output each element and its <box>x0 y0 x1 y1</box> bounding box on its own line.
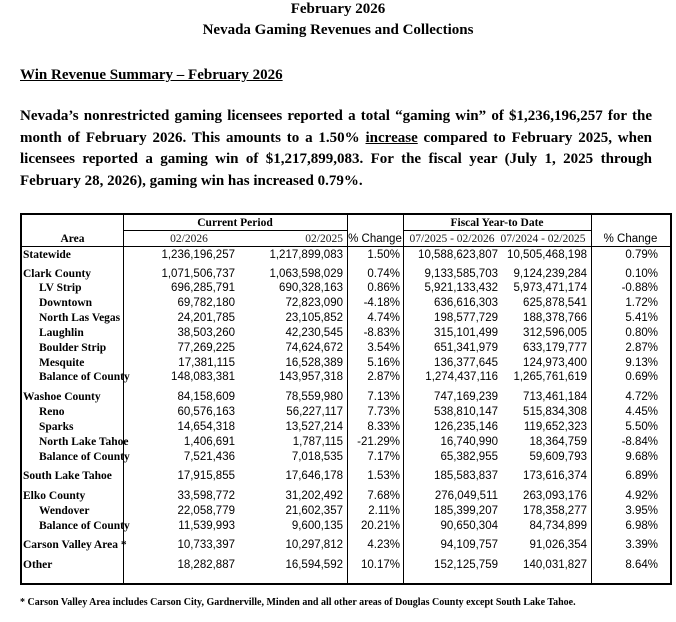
cell-fy-pct-change: 6.89% <box>625 470 658 482</box>
cell-area: Sparks <box>39 421 74 433</box>
cell-fy-prior: 1,265,761,619 <box>513 371 587 383</box>
cell-fy-pct-change: 0.80% <box>625 327 658 339</box>
cell-current-month: 24,201,785 <box>177 312 235 324</box>
cell-fy-pct-change: -0.88% <box>621 282 658 294</box>
cell-fy-current: 538,810,147 <box>434 406 498 418</box>
win-revenue-table <box>20 213 672 585</box>
cell-area: Carson Valley Area * <box>23 539 127 551</box>
cell-area: Elko County <box>23 490 86 502</box>
cell-pct-change: -21.29% <box>357 436 400 448</box>
cell-fy-current: 136,377,645 <box>434 357 498 369</box>
cell-fy-prior: 188,378,766 <box>523 312 587 324</box>
cell-fy-prior: 84,734,899 <box>529 520 587 532</box>
cell-area: Balance of County <box>39 451 130 463</box>
document-subtitle: Nevada Gaming Revenues and Collections <box>202 22 474 38</box>
cell-pct-change: 20.21% <box>360 520 400 532</box>
cell-fy-prior: 10,505,468,198 <box>507 249 587 261</box>
cell-fy-current: 747,169,239 <box>434 391 498 403</box>
cell-pct-change: 5.16% <box>367 357 400 369</box>
cell-area: Statewide <box>23 249 71 261</box>
cell-prior-month: 17,646,178 <box>285 470 343 482</box>
cell-pct-change: 1.53% <box>367 470 400 482</box>
cell-prior-month: 74,624,672 <box>285 342 343 354</box>
cell-fy-prior: 18,364,759 <box>529 436 587 448</box>
cell-fy-prior: 59,609,793 <box>529 451 587 463</box>
cell-pct-change: 2.87% <box>367 371 400 383</box>
cell-prior-month: 7,018,535 <box>291 451 343 463</box>
cell-current-month: 69,782,180 <box>177 297 235 309</box>
cell-current-month: 1,071,506,737 <box>161 268 235 280</box>
cell-fy-current: 198,577,729 <box>434 312 498 324</box>
cell-fy-pct-change: 0.69% <box>625 371 658 383</box>
cell-prior-month: 1,787,115 <box>292 436 343 448</box>
cell-fy-prior: 178,358,277 <box>523 505 587 517</box>
cell-prior-month: 690,328,163 <box>279 282 343 294</box>
section-heading: Win Revenue Summary – February 2026 <box>20 67 283 83</box>
summary-text-part2: compared to February 2025, when licensees reported a gaming win of $1,217,899,083. For the fiscal year (July 1, 2025 through February 28, 2026), gaming win has increased 0.79%. <box>20 129 652 190</box>
cell-fy-prior: 124,973,400 <box>523 357 587 369</box>
cell-fy-prior: 633,179,777 <box>523 342 587 354</box>
cell-current-month: 17,381,115 <box>178 357 235 369</box>
cell-fy-current: 5,921,133,432 <box>424 282 498 294</box>
header-fy-current: 07/2025 - 02/2026 <box>409 233 495 245</box>
cell-current-month: 60,576,163 <box>177 406 235 418</box>
cell-fy-pct-change: 4.72% <box>625 391 658 403</box>
cell-fy-current: 276,049,511 <box>434 490 498 502</box>
cell-pct-change: 7.73% <box>367 406 400 418</box>
cell-fy-current: 636,616,303 <box>434 297 498 309</box>
cell-current-month: 38,503,260 <box>177 327 235 339</box>
cell-fy-pct-change: 3.39% <box>625 539 658 551</box>
cell-fy-pct-change: 5.41% <box>625 312 658 324</box>
cell-prior-month: 72,823,090 <box>285 297 343 309</box>
cell-fy-pct-change: 2.87% <box>625 342 658 354</box>
cell-fy-current: 10,588,623,807 <box>418 249 498 261</box>
cell-area: Wendover <box>39 505 90 517</box>
header-current-period: Current Period <box>197 217 273 229</box>
cell-prior-month: 42,230,545 <box>285 327 343 339</box>
cell-current-month: 18,282,887 <box>177 559 235 571</box>
cell-current-month: 696,285,791 <box>171 282 235 294</box>
header-fy-prior: 07/2024 - 02/2025 <box>500 233 586 245</box>
cell-fy-current: 65,382,955 <box>440 451 498 463</box>
cell-fy-pct-change: 3.95% <box>625 505 658 517</box>
cell-prior-month: 56,227,117 <box>286 406 343 418</box>
cell-fy-current: 9,133,585,703 <box>424 268 498 280</box>
cell-fy-current: 94,109,757 <box>440 539 498 551</box>
cell-fy-prior: 625,878,541 <box>523 297 587 309</box>
cell-fy-current: 651,341,979 <box>434 342 498 354</box>
cell-pct-change: 4.23% <box>367 539 400 551</box>
cell-fy-pct-change: 9.13% <box>625 357 658 369</box>
cell-fy-prior: 263,093,176 <box>523 490 587 502</box>
cell-fy-current: 315,101,499 <box>434 327 498 339</box>
cell-pct-change: 0.74% <box>367 268 400 280</box>
cell-prior-month: 10,297,812 <box>285 539 343 551</box>
cell-pct-change: 3.54% <box>367 342 400 354</box>
cell-fy-pct-change: 5.50% <box>625 421 658 433</box>
cell-pct-change: 7.13% <box>367 391 400 403</box>
cell-area: Mesquite <box>39 357 85 369</box>
cell-fy-pct-change: 8.64% <box>625 559 658 571</box>
cell-area: Boulder Strip <box>39 342 107 354</box>
header-pct-change: % Change <box>348 233 402 245</box>
cell-fy-current: 185,583,837 <box>434 470 498 482</box>
cell-prior-month: 1,217,899,083 <box>269 249 343 261</box>
cell-prior-month: 78,559,980 <box>285 391 343 403</box>
cell-fy-prior: 140,031,827 <box>523 559 587 571</box>
header-current-month: 02/2026 <box>170 233 208 245</box>
cell-pct-change: 8.33% <box>367 421 400 433</box>
cell-area: LV Strip <box>39 282 82 294</box>
cell-area: Balance of County <box>39 520 130 532</box>
cell-current-month: 7,521,436 <box>183 451 235 463</box>
header-divider <box>123 230 347 231</box>
cell-current-month: 148,083,381 <box>171 371 235 383</box>
cell-pct-change: 10.17% <box>360 559 400 571</box>
cell-area: Reno <box>39 406 65 418</box>
cell-fy-pct-change: 0.79% <box>625 249 658 261</box>
cell-fy-prior: 173,616,374 <box>523 470 587 482</box>
cell-fy-pct-change: 4.92% <box>625 490 658 502</box>
cell-fy-pct-change: 1.72% <box>625 297 658 309</box>
cell-area: Washoe County <box>23 391 101 403</box>
header-fiscal-ytd: Fiscal Year-to Date <box>450 217 544 229</box>
cell-prior-month: 23,105,852 <box>285 312 343 324</box>
cell-area: Other <box>23 559 53 571</box>
cell-prior-month: 16,528,389 <box>285 357 343 369</box>
cell-fy-prior: 713,461,184 <box>523 391 587 403</box>
cell-area: Balance of County <box>39 371 130 383</box>
header-prior-month: 02/2025 <box>305 233 343 245</box>
cell-pct-change: 7.17% <box>367 451 400 463</box>
cell-pct-change: -4.18% <box>363 297 400 309</box>
cell-area: North Las Vegas <box>39 312 121 324</box>
cell-fy-prior: 312,596,005 <box>523 327 587 339</box>
cell-prior-month: 16,594,592 <box>285 559 343 571</box>
cell-prior-month: 9,600,135 <box>291 520 343 532</box>
cell-fy-current: 126,235,146 <box>434 421 498 433</box>
cell-current-month: 84,158,609 <box>177 391 235 403</box>
cell-pct-change: 0.86% <box>367 282 400 294</box>
cell-current-month: 11,539,993 <box>178 520 235 532</box>
cell-current-month: 10,733,397 <box>177 539 235 551</box>
cell-area: South Lake Tahoe <box>23 470 112 482</box>
cell-current-month: 22,058,779 <box>177 505 235 517</box>
cell-pct-change: 2.11% <box>368 505 400 517</box>
cell-prior-month: 13,527,214 <box>285 421 343 433</box>
cell-current-month: 14,654,318 <box>177 421 235 433</box>
cell-fy-pct-change: 6.98% <box>625 520 658 532</box>
header-area: Area <box>60 233 85 245</box>
cell-current-month: 1,406,691 <box>183 436 235 448</box>
cell-current-month: 77,269,225 <box>177 342 235 354</box>
cell-prior-month: 143,957,318 <box>279 371 343 383</box>
cell-fy-prior: 91,026,354 <box>529 539 587 551</box>
cell-fy-pct-change: -8.84% <box>621 436 658 448</box>
cell-area: Clark County <box>23 268 92 280</box>
document-title: February 2026 <box>290 1 386 17</box>
cell-fy-current: 90,650,304 <box>440 520 498 532</box>
header-divider <box>403 230 591 231</box>
cell-fy-prior: 119,652,323 <box>523 421 587 433</box>
cell-prior-month: 21,602,357 <box>285 505 343 517</box>
cell-fy-prior: 9,124,239,284 <box>513 268 587 280</box>
cell-current-month: 1,236,196,257 <box>161 249 235 261</box>
cell-pct-change: 1.50% <box>367 249 400 261</box>
cell-pct-change: -8.83% <box>363 327 400 339</box>
cell-current-month: 17,915,855 <box>177 470 235 482</box>
header-bottom-divider <box>22 246 670 247</box>
cell-current-month: 33,598,772 <box>177 490 235 502</box>
cell-fy-current: 16,740,990 <box>440 436 498 448</box>
cell-area: Laughlin <box>39 327 84 339</box>
footnote: * Carson Valley Area includes Carson City, Gardnerville, Minden and all other areas of Douglas County except South Lake Tahoe. <box>20 597 576 608</box>
cell-fy-current: 1,274,437,116 <box>425 371 498 383</box>
cell-prior-month: 1,063,598,029 <box>269 268 343 280</box>
cell-fy-prior: 515,834,308 <box>523 406 587 418</box>
cell-fy-pct-change: 4.45% <box>625 406 658 418</box>
summary-paragraph <box>20 106 652 193</box>
cell-pct-change: 7.68% <box>367 490 400 502</box>
cell-prior-month: 31,202,492 <box>285 490 343 502</box>
cell-fy-current: 185,399,207 <box>434 505 498 517</box>
summary-text-part1: Nevada’s nonrestricted gaming licensees reported a total “gaming win” of $1,236,196,257 for the month of February 2026. This amounts to a 1.50% <box>20 108 652 146</box>
cell-area: North Lake Tahoe <box>39 436 129 448</box>
header-fy-pct-change: % Change <box>603 233 658 245</box>
cell-fy-prior: 5,973,471,174 <box>513 282 587 294</box>
cell-pct-change: 4.74% <box>367 312 400 324</box>
cell-fy-pct-change: 0.10% <box>625 268 658 280</box>
cell-fy-pct-change: 9.68% <box>625 451 658 463</box>
cell-area: Downtown <box>39 297 93 309</box>
cell-fy-current: 152,125,759 <box>434 559 498 571</box>
summary-emphasis: increase <box>365 129 418 146</box>
